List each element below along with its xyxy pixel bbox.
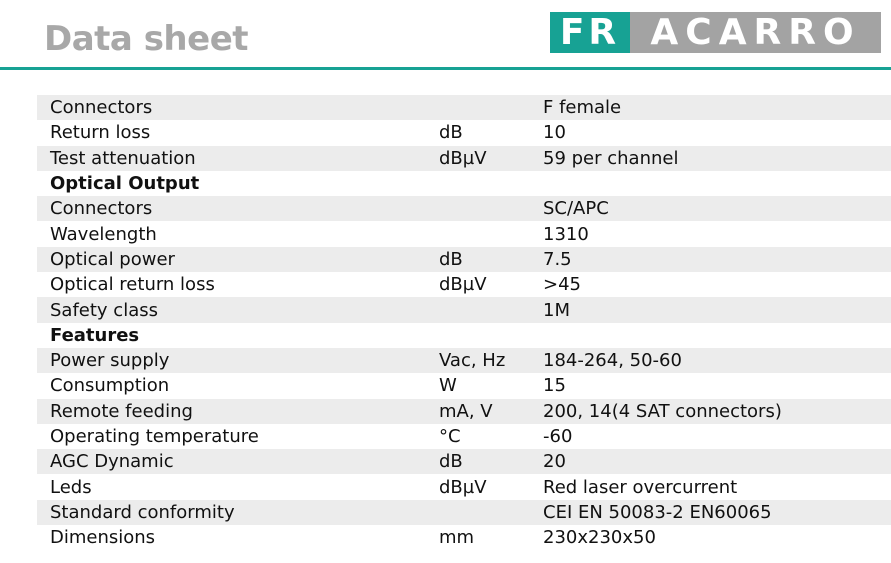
table-row: [37, 348, 891, 373]
parameter-name: Optical power: [50, 248, 175, 270]
parameter-value: F female: [543, 97, 622, 119]
parameter-unit: dB: [439, 122, 463, 144]
section-title: Optical Output: [50, 173, 200, 195]
table-row: [37, 146, 891, 171]
logo-teal-block: FR: [550, 12, 630, 53]
section-header-row: [37, 171, 891, 196]
header-divider: [0, 67, 891, 70]
table-row: [37, 120, 891, 145]
table-row: [37, 373, 891, 398]
parameter-value: 10: [543, 122, 566, 144]
parameter-name: Remote feeding: [50, 400, 193, 422]
parameter-name: Connectors: [50, 198, 153, 220]
parameter-unit: Vac, Hz: [439, 350, 506, 372]
parameter-name: Connectors: [50, 97, 153, 119]
table-row: [37, 221, 891, 246]
parameter-name: Test attenuation: [50, 147, 196, 169]
parameter-name: Standard conformity: [50, 501, 235, 523]
table-row: [37, 424, 891, 449]
table-row: [37, 449, 891, 474]
parameter-unit: dB: [439, 451, 463, 473]
table-row: [37, 272, 891, 297]
parameter-unit: °C: [439, 426, 461, 447]
parameter-name: Leds: [50, 476, 92, 498]
parameter-name: Safety class: [50, 299, 158, 321]
table-row: [37, 500, 891, 525]
page-title: Data sheet: [44, 19, 249, 59]
parameter-value: 1310: [543, 223, 589, 245]
table-row: [37, 474, 891, 499]
parameter-name: Wavelength: [50, 223, 157, 245]
parameter-value: 59 per channel: [543, 147, 679, 169]
parameter-value: 15: [543, 375, 566, 397]
parameter-unit: W: [439, 375, 457, 397]
parameter-name: Optical return loss: [50, 274, 215, 296]
parameter-unit: dB: [439, 248, 463, 270]
parameter-unit: dBµV: [439, 476, 487, 498]
parameter-unit: dBµV: [439, 147, 487, 169]
data-sheet-table: [37, 95, 891, 550]
parameter-name: AGC Dynamic: [50, 451, 174, 473]
parameter-name: Operating temperature: [50, 426, 259, 447]
table-row: [37, 297, 891, 322]
section-header-row: [37, 323, 891, 348]
table-row: [37, 247, 891, 272]
table-row: [37, 196, 891, 221]
parameter-value: 1M: [543, 299, 570, 321]
parameter-value: 20: [543, 451, 566, 473]
table-row: [37, 525, 891, 550]
parameter-name: Power supply: [50, 350, 170, 372]
parameter-value: -60: [543, 426, 573, 447]
table-row: [37, 95, 891, 120]
parameter-value: Red laser overcurrent: [543, 476, 738, 498]
parameter-name: Dimensions: [50, 527, 156, 549]
section-title: Features: [50, 324, 140, 346]
table-row: [37, 399, 891, 424]
parameter-name: Consumption: [50, 375, 170, 397]
parameter-value: 7.5: [543, 248, 572, 270]
parameter-value: 230x230x50: [543, 527, 656, 549]
parameter-value: 184-264, 50-60: [543, 350, 682, 372]
parameter-unit: mA, V: [439, 400, 493, 422]
logo-grey-block: ACARRO: [630, 12, 881, 53]
parameter-name: Return loss: [50, 122, 151, 144]
fracarro-logo: [550, 12, 881, 53]
parameter-value: CEI EN 50083-2 EN60065: [543, 501, 772, 523]
parameter-value: >45: [543, 274, 581, 296]
parameter-value: SC/APC: [543, 198, 609, 220]
parameter-value: 200, 14(4 SAT connectors): [543, 400, 782, 422]
parameter-unit: dBµV: [439, 274, 487, 296]
parameter-unit: mm: [439, 527, 475, 549]
